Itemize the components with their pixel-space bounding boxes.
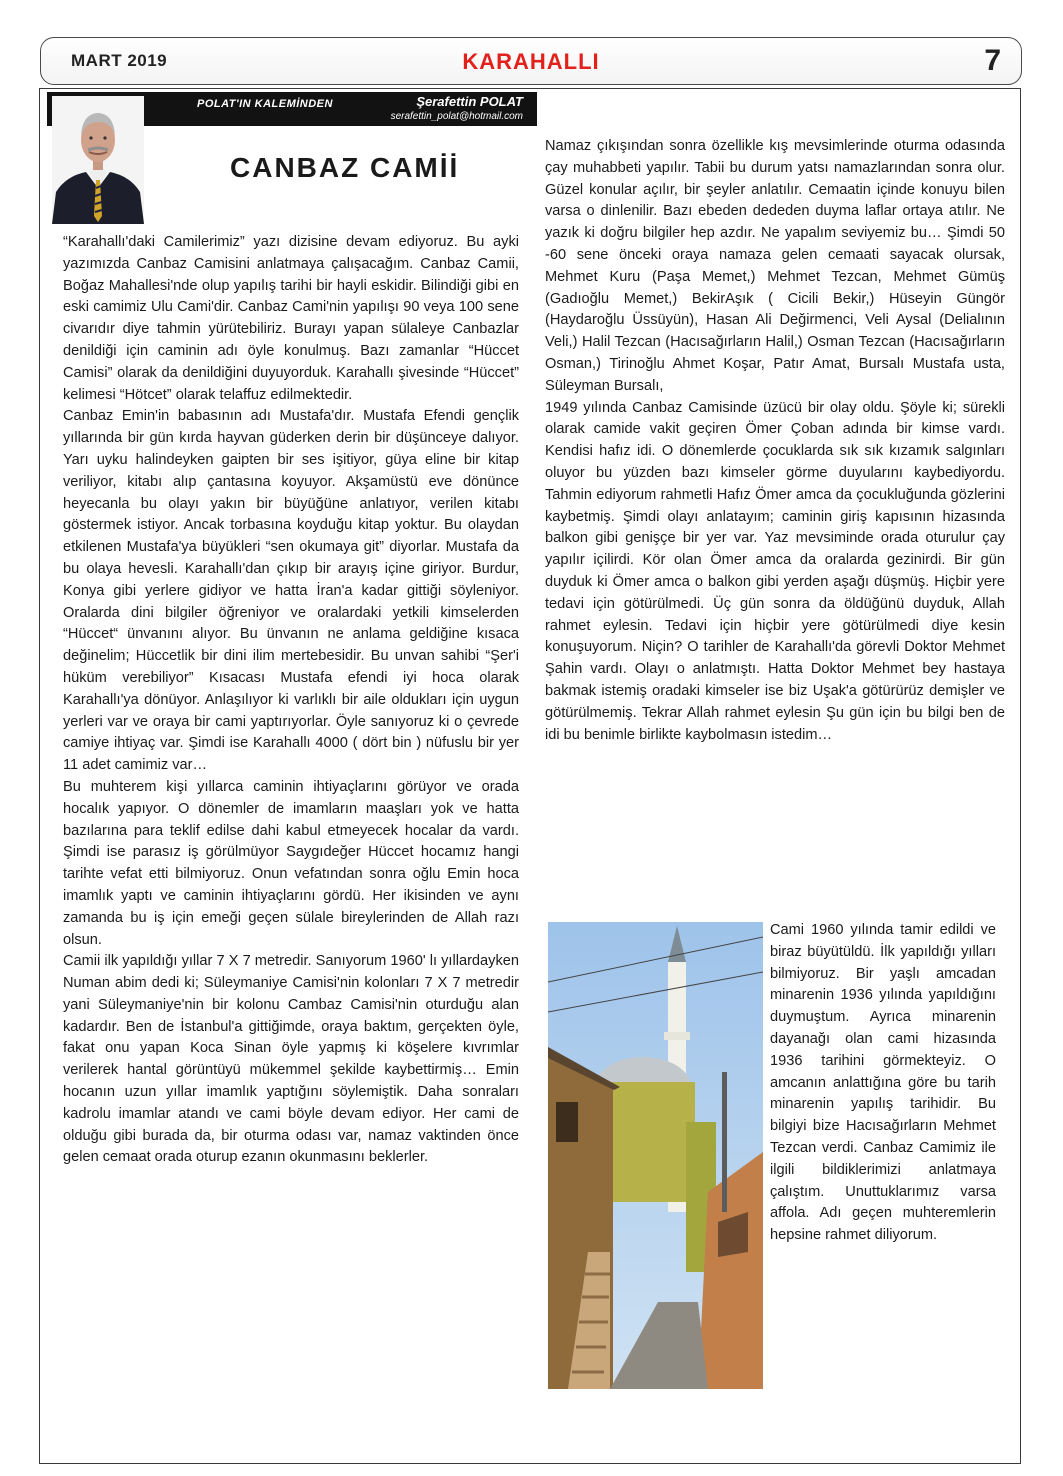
article-paragraph: Namaz çıkışından sonra özellikle kış mevsimlerinde oturma odasında çay muhabbeti yapılır. Tabii bu durum yatsı namazlarından sonra olur. Güzel konular açılır, bir şeyler anlatılır. Cemaatin içinde konuyu bilen varsa o dinlenilir. Bazı ebeden dededen duyma laflar ortaya atılır. Ne yazık ki doğru bilgiler hep azdır. Ne yapalım seviyemiz bu… Şimdi 50 -60 sene önceki oraya namaza gelen cemaati sayacak olursak, Mehmet Kuru (Paşa Memet,) Mehmet Tezcan, Mehmet Gümüş (Gadıoğlu Memet,) BekirAşık ( Cicili Bekir,) Hüseyin Güngör (Haydaroğlu Üssüyün), Hasan Ali Değirmenci, Veli Aysal (Delialının Veli,) Halil Tezcan (Hacısağırların Halil,) Osman Tezcan (Hacısağırların Osman,) Tirinoğlu Ahmet Koşar, Patır Amat, Bursalı Mustafa usta, Süleyman Bursalı, <box>545 138 1005 394</box>
page-number: 7 <box>984 44 1001 77</box>
issue-date: MART 2019 <box>71 51 168 70</box>
article-column-narrow <box>770 920 996 1247</box>
page-header <box>40 37 1022 85</box>
mosque-street-photo <box>548 922 763 1389</box>
article-paragraph: Cami 1960 yılında tamir edildi ve biraz büyütüldü. İlk yapıldığı yılları bilmiyoruz. Bir yaşlı amcadan minarenin 1936 yılında yapıldığını duymuştum. Ayrıca minarenin dayanağı olan cami hizasında 1936 tarihini görmekteyiz. O amcanın anlattığına göre bu tarih minarenin yapılış tarihidir. Bu bilgiyi bize Hacısağırların Mehmet Tezcan verdi. Canbaz Camimiz ile ilgili bildiklerimizi anlatmaya çalıştım. Unuttuklarımız varsa affola. Adı geçen muhteremlerin hepsine rahmet diliyorum. <box>770 922 996 1244</box>
author-photo <box>52 96 144 224</box>
author-email: serafettin_polat@hotmail.com <box>390 111 523 122</box>
article-title: CANBAZ CAMİİ <box>230 152 460 183</box>
article-column-left <box>63 232 519 1169</box>
article-paragraph: Bu muhterem kişi yıllarca caminin ihtiyaçlarını görüyor ve orada hocalık yapıyor. O dönemler de imamların maaşları yok ve hatta bazılarına para teklif edilse dahi kabul etmeyecek hocalar da vardı. Şimdi ise parasız iş görülmüyor Saygıdeğer Hüccet hocamız hangi tarihte vefat etti bilmiyoruz. Onun vefatından sonra oğlu Emin hoca imamlık yaptı ve caminin ihtiyaçlarını gördü. Her ikisinden ve aynı zamanda bu iş için emeği geçen sülale bireylerinden de Allah razı olsun. <box>63 778 519 948</box>
column-name: POLAT'IN KALEMİNDEN <box>197 98 333 110</box>
article-paragraph: Canbaz Emin'in babasının adı Mustafa'dır. Mustafa Efendi gençlik yıllarında bir gün kırda hayvan güderken derin bir düşünceye dalıyor. Yarı uyku halindeyken gaipten bir ses işitiyor, güya eline bir kitap veriliyor, kitabı alıp çantasına koyuyor. Akşamüstü eve dönünce heyecanla bu olayı yakın bir büyüğüne anlatıyor, verilen kitabı göstermek istiyor. Ancak torbasına koyduğu kitap yoktur. Bu olaydan etkilenen Mustafa'ya büyükleri “sen okumaya git” diyorlar. Mustafa da bu olaya hevesli. Karahallı'dan çıkıp bir arayış içine giriyor. Burdur, Konya gibi yerlere gidiyor ve hatta İran'a kadar gittiği söyleniyor. Oralarda dini bilgiler öğreniyor ve oralardaki yetkili kimselerden “Hüccet“ ünvanını alıyor. Bu ünvanın ne anlama geldiğine kısaca değinelim; Hüccetlik bir dini ilim mertebesidir. Bu unvan sahibi “Şer'i hüküm verebiliyor” Kısacası Mustafa efendi iyi hoca olarak Karahallı'ya dönüyor. Anlaşılıyor ki varlıklı bir aile oldukları için uygun yerleri var ve oraya bir cami yaptırıyorlar. Öyle sanıyoruz ki o çevrede camiye ihtiyaç var. Şimdi ise Karahallı 4000 ( dört bin ) nüfuslu bir yer 11 adet camimiz var… <box>63 408 519 774</box>
newspaper-name: KARAHALLI <box>462 49 600 74</box>
article-paragraph: “Karahallı'daki Camilerimiz” yazı dizisine devam ediyoruz. Bu ayki yazımızda Canbaz Camisini anlatmaya çalışacağım. Canbaz Camii, Boğaz Mahallesi'nde olup yapılış tarihi bir hayli eskidir. Bilindiği gibi en eski camimiz Ulu Cami'dir. Canbaz Cami'nin yapılışı 90 veya 100 sene civarıdır diye tahmin yürütebiliriz. Burayı yapan sülaleye Canbazlar denildiği için caminin adı öyle konulmuş. Bazı zamanlar “Hüccet Camisi” olarak da denildiğini duyuyorduk. Karahallı şivesinde “Hüccet” kelimesi “Hötcet” olarak telaffuz edilmektedir. <box>63 234 519 403</box>
author-name: Şerafettin POLAT <box>416 94 523 109</box>
article-paragraph: 1949 yılında Canbaz Camisinde üzücü bir olay oldu. Şöyle ki; sürekli olarak camide vakit geçiren Ömer Çoban adında bir kimse vardı. Kendisi hafız idi. O dönemlerde çocuklarda sık sık kızamık salgınları oluyor bu yüzden bazı kimseler görme duyularını kaybediyordu. Tahmin ediyorum rahmetli Hafız Ömer amca da çocukluğunda gözlerini kaybetmiş. Şimdi olayı anlatayım; caminin giriş kapısının hizasında balkon gibi genişçe bir yer var. Yaz mevsiminde orada oturulur çay yapılır içilirdi. Kör olan Ömer amca da oralarda gezinirdi. Bir gün duyduk ki Ömer amca o balkon gibi yerden aşağı düşmüş. Hiçbir yere tedavi için götürülmedi. Üç gün sonra da öldüğünü duyduk, Allah rahmet eylesin. Tedavi için hiçbir yere götürülmedi diye kesin konuşuyorum. Niçin? O tarihler de Karahallı'da görevli Doktor Mehmet Şahin vardı. Olayı o anlatmıştı. Hatta Doktor Mehmet bey hastaya bakmak istemiş oradaki kimseler ise biz Uşak'a götürürüz demişler ve götürülmemiş. Tekrar Allah rahmet eylesin Şu gün için bu bilgi ben de idi bu benimle birlikte kaybolmasın istedim… <box>545 399 1005 743</box>
article-paragraph: Camii ilk yapıldığı yıllar 7 X 7 metredir. Sanıyorum 1960' lı yıllardayken Numan abim dedi ki; Süleymaniye Camisi'nin kolonları 7 X 7 metredir yani Süleymaniye'nin bir kolonu Cambaz Camisi'nin oturduğu alan kadardır. Ben de İstanbul'a gittiğimde, oraya baktım, gerçekten öyle, fakat onu yapan Koca Sinan öyle yapmış ki köşelere kıvrımlar verilerek hantal görüntüyü mükemmel şekilde kaybettirmiş… Emin hocanın uzun yıllar imamlık yaptığını söylemiştik. Daha sonraları kadrolu imamlar atandı ve cami böyle devam ediyor. Her cami de olduğu gibi burada da, bir oturma odası var, namaz vaktinden önce gelen cemaat orada oturup ezanın okunmasını beklerler. <box>63 953 519 1166</box>
article-column-right <box>545 136 1005 746</box>
